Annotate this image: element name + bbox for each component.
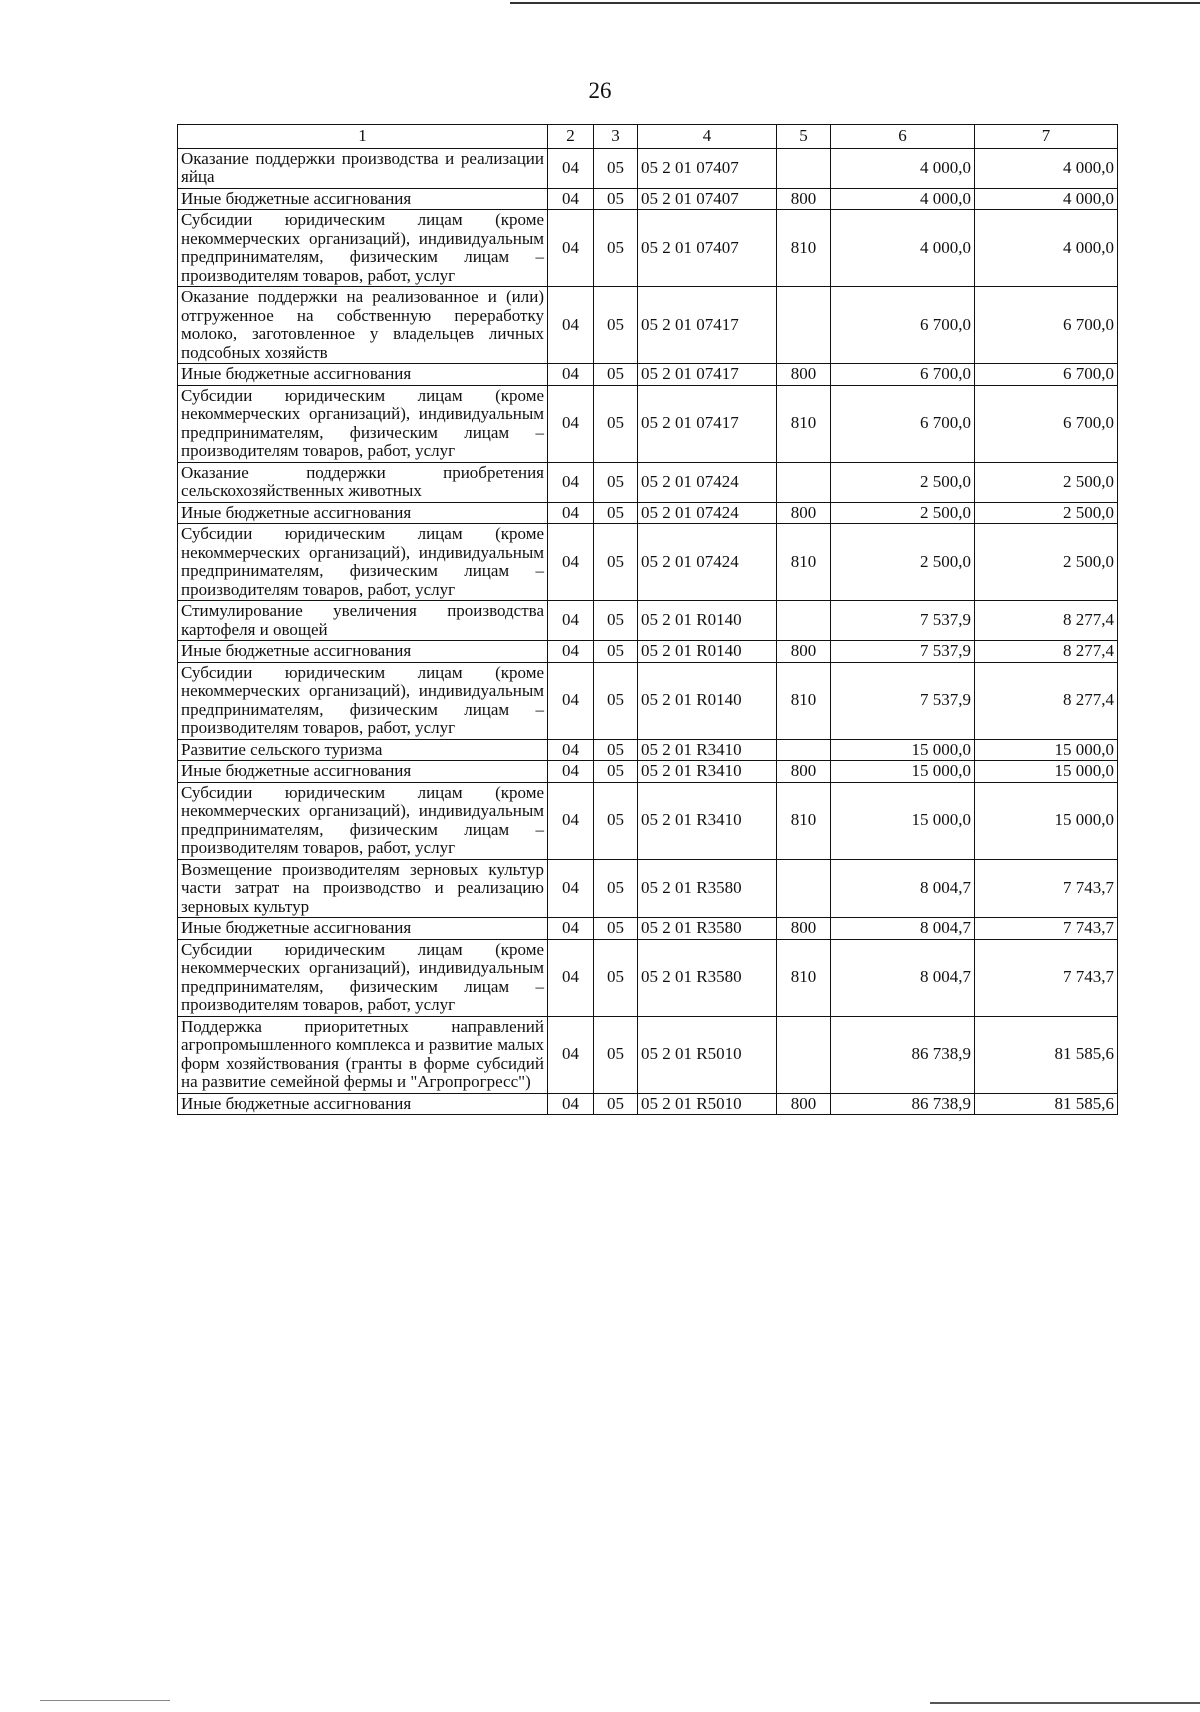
subsection-code: 05 [594, 761, 638, 783]
expense-type-code: 810 [777, 210, 831, 287]
scan-edge-top [510, 2, 1200, 4]
subsection-code: 05 [594, 859, 638, 918]
amount-year-1: 15 000,0 [831, 761, 975, 783]
amount-year-2: 6 700,0 [975, 287, 1118, 364]
table-row [178, 739, 1118, 761]
budget-table [177, 124, 1118, 1115]
amount-year-1: 7 537,9 [831, 641, 975, 663]
expense-type-code: 810 [777, 662, 831, 739]
expense-type-code: 800 [777, 1093, 831, 1115]
target-article-code: 05 2 01 07407 [638, 148, 777, 188]
expense-type-code [777, 601, 831, 641]
amount-year-2: 2 500,0 [975, 524, 1118, 601]
subsection-code: 05 [594, 364, 638, 386]
target-article-code: 05 2 01 R0140 [638, 662, 777, 739]
section-code: 04 [548, 364, 594, 386]
target-article-code: 05 2 01 R5010 [638, 1016, 777, 1093]
amount-year-2: 4 000,0 [975, 148, 1118, 188]
target-article-code: 05 2 01 R5010 [638, 1093, 777, 1115]
subsection-code: 05 [594, 662, 638, 739]
amount-year-2: 8 277,4 [975, 662, 1118, 739]
expense-type-code: 810 [777, 939, 831, 1016]
table-row [178, 502, 1118, 524]
amount-year-2: 7 743,7 [975, 939, 1118, 1016]
amount-year-2: 4 000,0 [975, 210, 1118, 287]
header-row [178, 125, 1118, 149]
expense-type-code: 800 [777, 918, 831, 940]
expense-type-code: 800 [777, 364, 831, 386]
amount-year-1: 7 537,9 [831, 662, 975, 739]
amount-year-1: 7 537,9 [831, 601, 975, 641]
table-row [178, 188, 1118, 210]
budget-item-name: Субсидии юридическим лицам (кроме некоммерческих организаций), индивидуальным предпринимателям, физическим лицам – производителям товаров, работ, услуг [178, 385, 548, 462]
table-row [178, 148, 1118, 188]
section-code: 04 [548, 601, 594, 641]
amount-year-1: 4 000,0 [831, 210, 975, 287]
expense-type-code: 810 [777, 782, 831, 859]
target-article-code: 05 2 01 07407 [638, 188, 777, 210]
expense-type-code [777, 739, 831, 761]
budget-item-name: Поддержка приоритетных направлений агропромышленного комплекса и развитие малых форм хозяйствования (гранты в форме субсидий на развитие семейной фермы и "Агропрогресс") [178, 1016, 548, 1093]
amount-year-2: 7 743,7 [975, 918, 1118, 940]
amount-year-2: 8 277,4 [975, 641, 1118, 663]
subsection-code: 05 [594, 601, 638, 641]
amount-year-2: 81 585,6 [975, 1093, 1118, 1115]
table-row [178, 462, 1118, 502]
expense-type-code [777, 462, 831, 502]
target-article-code: 05 2 01 07424 [638, 462, 777, 502]
budget-item-name: Субсидии юридическим лицам (кроме некоммерческих организаций), индивидуальным предпринимателям, физическим лицам – производителям товаров, работ, услуг [178, 782, 548, 859]
header-col-5: 5 [777, 125, 831, 149]
amount-year-1: 2 500,0 [831, 462, 975, 502]
target-article-code: 05 2 01 R3410 [638, 761, 777, 783]
table-row [178, 1093, 1118, 1115]
page-number: 26 [588, 78, 612, 103]
target-article-code: 05 2 01 R3410 [638, 739, 777, 761]
header-col-6: 6 [831, 125, 975, 149]
section-code: 04 [548, 1016, 594, 1093]
subsection-code: 05 [594, 782, 638, 859]
amount-year-1: 4 000,0 [831, 148, 975, 188]
header-col-1: 1 [178, 125, 548, 149]
target-article-code: 05 2 01 07424 [638, 502, 777, 524]
target-article-code: 05 2 01 R0140 [638, 641, 777, 663]
subsection-code: 05 [594, 918, 638, 940]
subsection-code: 05 [594, 641, 638, 663]
table-row [178, 761, 1118, 783]
table-row [178, 939, 1118, 1016]
budget-item-name: Стимулирование увеличения производства картофеля и овощей [178, 601, 548, 641]
amount-year-1: 86 738,9 [831, 1093, 975, 1115]
subsection-code: 05 [594, 1093, 638, 1115]
amount-year-2: 81 585,6 [975, 1016, 1118, 1093]
amount-year-1: 8 004,7 [831, 918, 975, 940]
subsection-code: 05 [594, 188, 638, 210]
target-article-code: 05 2 01 R0140 [638, 601, 777, 641]
section-code: 04 [548, 859, 594, 918]
header-col-3: 3 [594, 125, 638, 149]
amount-year-1: 15 000,0 [831, 739, 975, 761]
amount-year-2: 15 000,0 [975, 782, 1118, 859]
subsection-code: 05 [594, 939, 638, 1016]
expense-type-code [777, 1016, 831, 1093]
table-row [178, 918, 1118, 940]
amount-year-1: 4 000,0 [831, 188, 975, 210]
budget-item-name: Субсидии юридическим лицам (кроме некоммерческих организаций), индивидуальным предпринимателям, физическим лицам – производителям товаров, работ, услуг [178, 524, 548, 601]
budget-item-name: Оказание поддержки приобретения сельскохозяйственных животных [178, 462, 548, 502]
scan-edge-bottom-left [40, 1700, 170, 1701]
amount-year-2: 15 000,0 [975, 761, 1118, 783]
section-code: 04 [548, 782, 594, 859]
header-col-2: 2 [548, 125, 594, 149]
section-code: 04 [548, 662, 594, 739]
amount-year-1: 6 700,0 [831, 287, 975, 364]
budget-item-name: Оказание поддержки на реализованное и (или) отгруженное на собственную переработку молоко, заготовленное у владельцев личных подсобных хозяйств [178, 287, 548, 364]
subsection-code: 05 [594, 462, 638, 502]
table-body [178, 148, 1118, 1115]
target-article-code: 05 2 01 07407 [638, 210, 777, 287]
subsection-code: 05 [594, 148, 638, 188]
table-row [178, 287, 1118, 364]
target-article-code: 05 2 01 07417 [638, 364, 777, 386]
section-code: 04 [548, 939, 594, 1016]
budget-item-name: Субсидии юридическим лицам (кроме некоммерческих организаций), индивидуальным предпринимателям, физическим лицам – производителям товаров, работ, услуг [178, 662, 548, 739]
target-article-code: 05 2 01 R3580 [638, 859, 777, 918]
expense-type-code: 810 [777, 524, 831, 601]
target-article-code: 05 2 01 R3580 [638, 939, 777, 1016]
section-code: 04 [548, 641, 594, 663]
section-code: 04 [548, 287, 594, 364]
amount-year-1: 2 500,0 [831, 502, 975, 524]
section-code: 04 [548, 524, 594, 601]
amount-year-1: 6 700,0 [831, 385, 975, 462]
header-col-7: 7 [975, 125, 1118, 149]
target-article-code: 05 2 01 R3580 [638, 918, 777, 940]
budget-item-name: Субсидии юридическим лицам (кроме некоммерческих организаций), индивидуальным предпринимателям, физическим лицам – производителям товаров, работ, услуг [178, 210, 548, 287]
amount-year-2: 6 700,0 [975, 364, 1118, 386]
expense-type-code: 800 [777, 188, 831, 210]
budget-item-name: Субсидии юридическим лицам (кроме некоммерческих организаций), индивидуальным предпринимателям, физическим лицам – производителям товаров, работ, услуг [178, 939, 548, 1016]
table-row [178, 364, 1118, 386]
amount-year-1: 2 500,0 [831, 524, 975, 601]
expense-type-code [777, 859, 831, 918]
amount-year-1: 6 700,0 [831, 364, 975, 386]
expense-type-code: 800 [777, 761, 831, 783]
amount-year-2: 6 700,0 [975, 385, 1118, 462]
expense-type-code: 810 [777, 385, 831, 462]
table-row [178, 641, 1118, 663]
table-row [178, 1016, 1118, 1093]
amount-year-1: 86 738,9 [831, 1016, 975, 1093]
subsection-code: 05 [594, 385, 638, 462]
section-code: 04 [548, 210, 594, 287]
table-row [178, 601, 1118, 641]
amount-year-1: 8 004,7 [831, 859, 975, 918]
budget-item-name: Иные бюджетные ассигнования [178, 502, 548, 524]
target-article-code: 05 2 01 07417 [638, 287, 777, 364]
section-code: 04 [548, 148, 594, 188]
expense-type-code [777, 148, 831, 188]
section-code: 04 [548, 761, 594, 783]
table-row [178, 662, 1118, 739]
table-row [178, 524, 1118, 601]
budget-item-name: Возмещение производителям зерновых культур части затрат на производство и реализацию зерновых культур [178, 859, 548, 918]
amount-year-1: 15 000,0 [831, 782, 975, 859]
section-code: 04 [548, 739, 594, 761]
subsection-code: 05 [594, 502, 638, 524]
expense-type-code: 800 [777, 641, 831, 663]
budget-item-name: Иные бюджетные ассигнования [178, 761, 548, 783]
subsection-code: 05 [594, 210, 638, 287]
budget-item-name: Иные бюджетные ассигнования [178, 364, 548, 386]
expense-type-code [777, 287, 831, 364]
amount-year-2: 2 500,0 [975, 462, 1118, 502]
subsection-code: 05 [594, 287, 638, 364]
table-row [178, 210, 1118, 287]
section-code: 04 [548, 462, 594, 502]
section-code: 04 [548, 918, 594, 940]
table-row [178, 859, 1118, 918]
amount-year-2: 2 500,0 [975, 502, 1118, 524]
target-article-code: 05 2 01 07424 [638, 524, 777, 601]
budget-item-name: Развитие сельского туризма [178, 739, 548, 761]
table-row [178, 385, 1118, 462]
subsection-code: 05 [594, 739, 638, 761]
expense-type-code: 800 [777, 502, 831, 524]
amount-year-2: 15 000,0 [975, 739, 1118, 761]
table-row [178, 782, 1118, 859]
section-code: 04 [548, 188, 594, 210]
amount-year-2: 8 277,4 [975, 601, 1118, 641]
subsection-code: 05 [594, 524, 638, 601]
amount-year-2: 4 000,0 [975, 188, 1118, 210]
budget-item-name: Иные бюджетные ассигнования [178, 918, 548, 940]
budget-item-name: Иные бюджетные ассигнования [178, 188, 548, 210]
section-code: 04 [548, 1093, 594, 1115]
amount-year-2: 7 743,7 [975, 859, 1118, 918]
budget-item-name: Иные бюджетные ассигнования [178, 1093, 548, 1115]
section-code: 04 [548, 385, 594, 462]
target-article-code: 05 2 01 07417 [638, 385, 777, 462]
amount-year-1: 8 004,7 [831, 939, 975, 1016]
target-article-code: 05 2 01 R3410 [638, 782, 777, 859]
budget-item-name: Иные бюджетные ассигнования [178, 641, 548, 663]
budget-item-name: Оказание поддержки производства и реализации яйца [178, 148, 548, 188]
scan-edge-bottom [930, 1702, 1200, 1704]
section-code: 04 [548, 502, 594, 524]
header-col-4: 4 [638, 125, 777, 149]
subsection-code: 05 [594, 1016, 638, 1093]
